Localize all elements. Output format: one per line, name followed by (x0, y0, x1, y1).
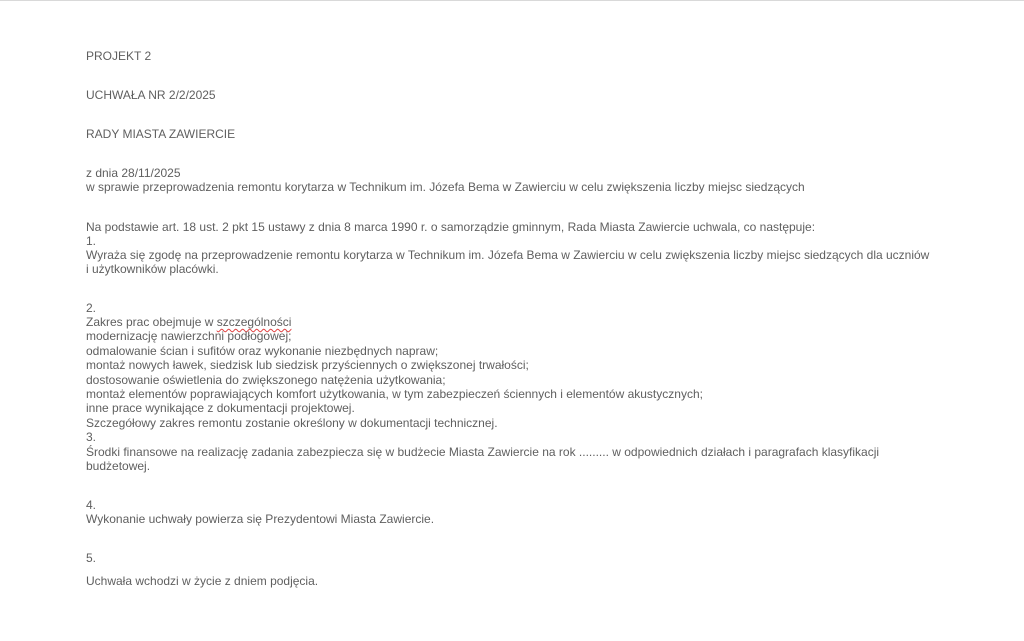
paragraph-number-2: 2. (86, 301, 97, 315)
paragraph-number-4: 4. (86, 498, 97, 512)
paragraph-number-1: 1. (86, 234, 97, 248)
paragraph-intro-2 (86, 315, 291, 329)
paragraph-text-1: Wyraża się zgodę na przeprowadzenie remontu korytarza w Technikum im. Józefa Bema w Zawierciu w celu zwiększenia liczby miejsc siedzących dla uczniów i użytkowników placówki. (86, 248, 930, 276)
misspelled-word[interactable]: szczególności (216, 315, 292, 329)
resolution-number: UCHWAŁA NR 2/2/2025 (86, 88, 216, 102)
scope-item: dostosowanie oświetlenia do zwiększonego natężenia użytkowania; (86, 373, 446, 387)
paragraph-text-5: Uchwała wchodzi w życie z dniem podjęcia. (86, 574, 319, 588)
paragraph-number-3: 3. (86, 430, 97, 444)
scope-item: inne prace wynikające z dokumentacji projektowej. (86, 401, 355, 415)
paragraph-text-4: Wykonanie uchwały powierza się Prezydentowi Miasta Zawiercie. (86, 512, 435, 526)
date-line: z dnia 28/11/2025 (86, 166, 181, 180)
subject-line: w sprawie przeprowadzenia remontu korytarza w Technikum im. Józefa Bema w Zawierciu w celu zwiększenia liczby miejsc siedzących (86, 180, 805, 194)
project-label: PROJEKT 2 (86, 49, 152, 63)
intro-prefix: Zakres prac obejmuje w (86, 315, 217, 329)
scope-item: odmalowanie ścian i sufitów oraz wykonanie niezbędnych napraw; (86, 344, 439, 358)
top-border (0, 0, 1024, 1)
scope-item: montaż nowych ławek, siedzisk lub siedzisk przyściennych o zwiększonej trwałości; (86, 358, 529, 372)
paragraph-closing-2: Szczegółowy zakres remontu zostanie określony w dokumentacji technicznej. (86, 416, 498, 430)
paragraph-number-5: 5. (86, 551, 97, 565)
council-name: RADY MIASTA ZAWIERCIE (86, 127, 236, 141)
scope-item: montaż elementów poprawiających komfort użytkowania, w tym zabezpieczeń ściennych i elementów akustycznych; (86, 387, 703, 401)
paragraph-text-3: Środki finansowe na realizację zadania zabezpiecza się w budżecie Miasta Zawiercie na rok ......... w odpowiednich działach i paragrafach klasyfikacji budżetowej. (86, 445, 880, 473)
scope-item: modernizację nawierzchni podłogowej; (86, 329, 292, 343)
legal-basis: Na podstawie art. 18 ust. 2 pkt 15 ustawy z dnia 8 marca 1990 r. o samorządzie gminnym, Rada Miasta Zawiercie uchwala, co następuje: (86, 220, 816, 234)
